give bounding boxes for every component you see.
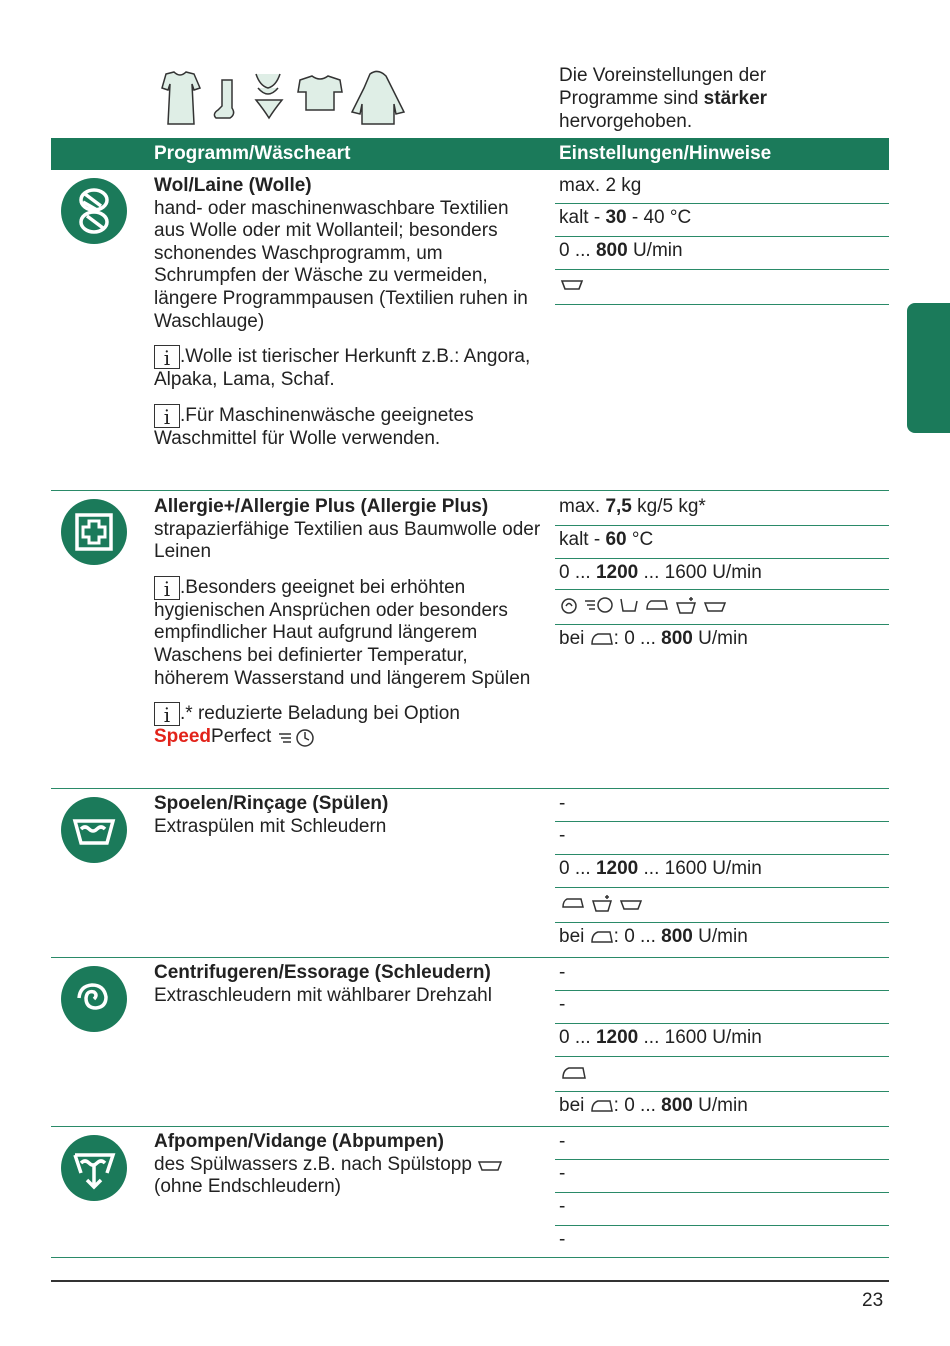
drain-desc-2: (ohne Endschleudern) — [154, 1176, 341, 1198]
intro-note — [559, 64, 859, 133]
spin-bei: bei : 0 ... 800 U/min — [555, 1092, 889, 1127]
option-icons-row — [559, 593, 759, 619]
spin-desc: Extraschleudern mit wählbarer Drehzahl — [154, 984, 492, 1006]
section-divider — [51, 490, 889, 491]
wool-title: Wol/Laine (Wolle) — [154, 175, 312, 196]
iron-icon — [590, 1097, 614, 1115]
spin-load: - — [555, 959, 889, 991]
spin-options — [555, 1057, 889, 1092]
intro-bold: stärker — [703, 88, 768, 109]
drain-temp: - — [555, 1160, 889, 1193]
info-icon: i — [154, 576, 180, 600]
wool-temp: kalt - 30 - 40 °C — [555, 204, 889, 237]
footer-rule — [51, 1280, 889, 1282]
drain-description — [154, 1131, 544, 1199]
allergy-spin: 0 ... 1200 ... 1600 U/min — [555, 559, 889, 590]
drain-title: Afpompen/Vidange (Abpumpen) — [154, 1131, 444, 1152]
intro-line2: Programme sind — [559, 88, 704, 109]
rinse-title: Spoelen/Rinçage (Spülen) — [154, 793, 389, 814]
wool-desc: hand- oder maschinenwaschbare Textilien aus Wolle oder mit Wollanteil; besonders schonendes Waschprogramm, um Schrumpfen der Wäsche zu vermeiden, längere Programmpausen (Textilien ruhen in Waschlauge) — [154, 197, 528, 332]
section-divider — [51, 1257, 889, 1258]
rinse-bei: bei : 0 ... 800 U/min — [555, 923, 889, 958]
section-divider — [51, 957, 889, 958]
rinse-hold-icon — [477, 1156, 503, 1174]
clothing-care-icons — [156, 70, 406, 126]
allergy-desc: strapazierfähige Textilien aus Baumwolle oder Leinen — [154, 518, 541, 563]
drain-load: - — [555, 1128, 889, 1160]
chapter-tab — [907, 303, 950, 433]
wool-options — [555, 270, 889, 305]
option-icons-row — [559, 891, 659, 917]
info-icon: i — [154, 345, 180, 369]
allergy-description — [154, 496, 544, 749]
spin-icon — [61, 966, 127, 1032]
wool-description — [154, 175, 544, 450]
header-settings: Einstellungen/Hinweise — [559, 143, 772, 164]
drain-options: - — [555, 1226, 889, 1258]
rinse-options — [555, 888, 889, 923]
allergy-title: Allergie+/Allergie Plus (Allergie Plus) — [154, 496, 489, 517]
allergy-note-1: i .Besonders geeignet bei erhöhten hygienischen Ansprüchen oder besonders empfindlicher Haut aufgrund längerem Waschens bei definierter Temperatur, höherem Wasserstand und längerem Spülen — [154, 576, 531, 689]
spin-title: Centrifugeren/Essorage (Schleudern) — [154, 962, 491, 983]
rinse-description — [154, 793, 544, 838]
section-divider — [51, 1126, 889, 1127]
section-divider — [51, 788, 889, 789]
speed-perfect-icon — [277, 726, 317, 748]
wool-spin: 0 ... 800 U/min — [555, 237, 889, 270]
iron-icon — [590, 630, 614, 648]
rinse-icon — [61, 797, 127, 863]
allergy-temp: kalt - 60 °C — [555, 526, 889, 559]
wool-note-1: i .Wolle ist tierischer Herkunft z.B.: Angora, Alpaka, Lama, Schaf. — [154, 346, 531, 391]
intro-line1: Die Voreinstellungen der — [559, 65, 767, 86]
table-header — [51, 138, 889, 170]
iron-icon — [590, 928, 614, 946]
spin-spin: 0 ... 1200 ... 1600 U/min — [555, 1024, 889, 1057]
wool-note-2: i .Für Maschinenwäsche geeignetes Waschmittel für Wolle verwenden. — [154, 404, 474, 449]
allergy-options — [555, 590, 889, 625]
rinse-spin: 0 ... 1200 ... 1600 U/min — [555, 855, 889, 888]
iron-icon — [559, 1060, 589, 1086]
intro-line3: hervorgehoben. — [559, 111, 693, 132]
drain-spin: - — [555, 1193, 889, 1226]
rinse-load: - — [555, 790, 889, 822]
allergy-note-2: i .* reduzierte Beladung bei Option SpeedPerfect — [154, 703, 460, 748]
allergy-plus-icon — [61, 499, 127, 565]
spin-temp: - — [555, 991, 889, 1024]
header-program: Programm/Wäscheart — [154, 143, 351, 164]
spin-description — [154, 962, 544, 1007]
wool-load: max. 2 kg — [555, 172, 889, 204]
info-icon: i — [154, 404, 180, 428]
wool-icon — [61, 178, 127, 244]
rinse-hold-icon — [559, 273, 585, 295]
drain-icon — [61, 1135, 127, 1201]
drain-desc: des Spülwassers z.B. nach Spülstopp — [154, 1153, 478, 1175]
rinse-temp: - — [555, 822, 889, 855]
rinse-desc: Extraspülen mit Schleudern — [154, 815, 387, 837]
info-icon: i — [154, 702, 180, 726]
page-number: 23 — [862, 1290, 884, 1311]
allergy-bei: bei : 0 ... 800 U/min — [559, 628, 748, 649]
allergy-load: max. 7,5 kg/5 kg* — [555, 493, 889, 526]
